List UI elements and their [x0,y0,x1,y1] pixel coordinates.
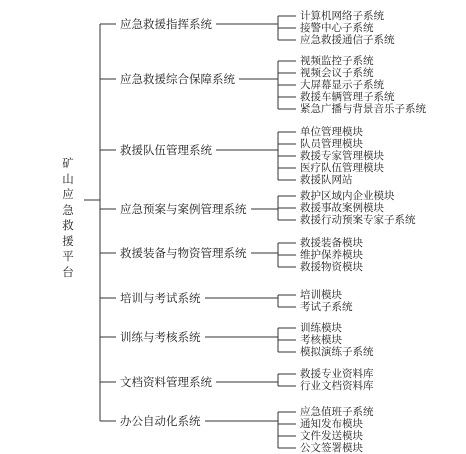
module-node: 单位管理模块 [300,126,363,138]
module-node: 考核模块 [300,334,342,346]
system-node: 应急救援指挥系统 [120,16,212,31]
module-node: 应急救援通信子系统 [300,34,395,46]
module-node: 队员管理模块 [300,138,363,150]
module-node: 救援专业资料库 [300,368,374,380]
module-node: 视频会议子系统 [300,67,374,79]
module-node: 救援装备模块 [300,237,363,249]
module-node: 紧急广播与背景音乐子系统 [300,103,426,115]
module-node: 医疗队伍管理模块 [300,162,384,174]
module-node: 救援物资模块 [300,261,363,273]
system-node: 救援装备与物资管理系统 [120,245,247,260]
module-node: 视频监控子系统 [300,55,374,67]
module-node: 救援专家管理模块 [300,150,384,162]
module-node: 考试子系统 [300,301,353,313]
module-node: 行业文档资料库 [300,380,374,392]
system-node: 办公自动化系统 [120,413,201,428]
module-node: 救护区域内企业模块 [300,190,395,202]
system-node: 训练与考核系统 [120,329,201,344]
module-node: 培训模块 [300,289,342,301]
root-node: 矿山应急救援平台 [62,156,74,279]
module-node: 接警中心子系统 [300,22,374,34]
system-node: 文档资料管理系统 [120,374,212,389]
system-node: 培训与考试系统 [120,290,201,305]
module-node: 通知发布模块 [300,418,363,430]
module-node: 文件发送模块 [300,430,363,442]
module-node: 救援行动预案专家子系统 [300,214,416,226]
module-node: 公文签署模块 [300,442,363,454]
module-node: 救援队网站 [300,174,353,186]
module-node: 救援事故案例模块 [300,202,384,214]
system-node: 应急预案与案例管理系统 [120,201,247,216]
module-node: 计算机网络子系统 [300,10,384,22]
module-node: 大屏幕显示子系统 [300,79,384,91]
module-node: 救援车辆管理子系统 [300,91,395,103]
module-node: 维护保养模块 [300,249,363,261]
system-node: 救援队伍管理系统 [120,142,212,157]
module-node: 训练模块 [300,322,342,334]
module-node: 应急值班子系统 [300,406,374,418]
system-node: 应急救援综合保障系统 [120,71,235,86]
module-node: 模拟演练子系统 [300,346,374,358]
